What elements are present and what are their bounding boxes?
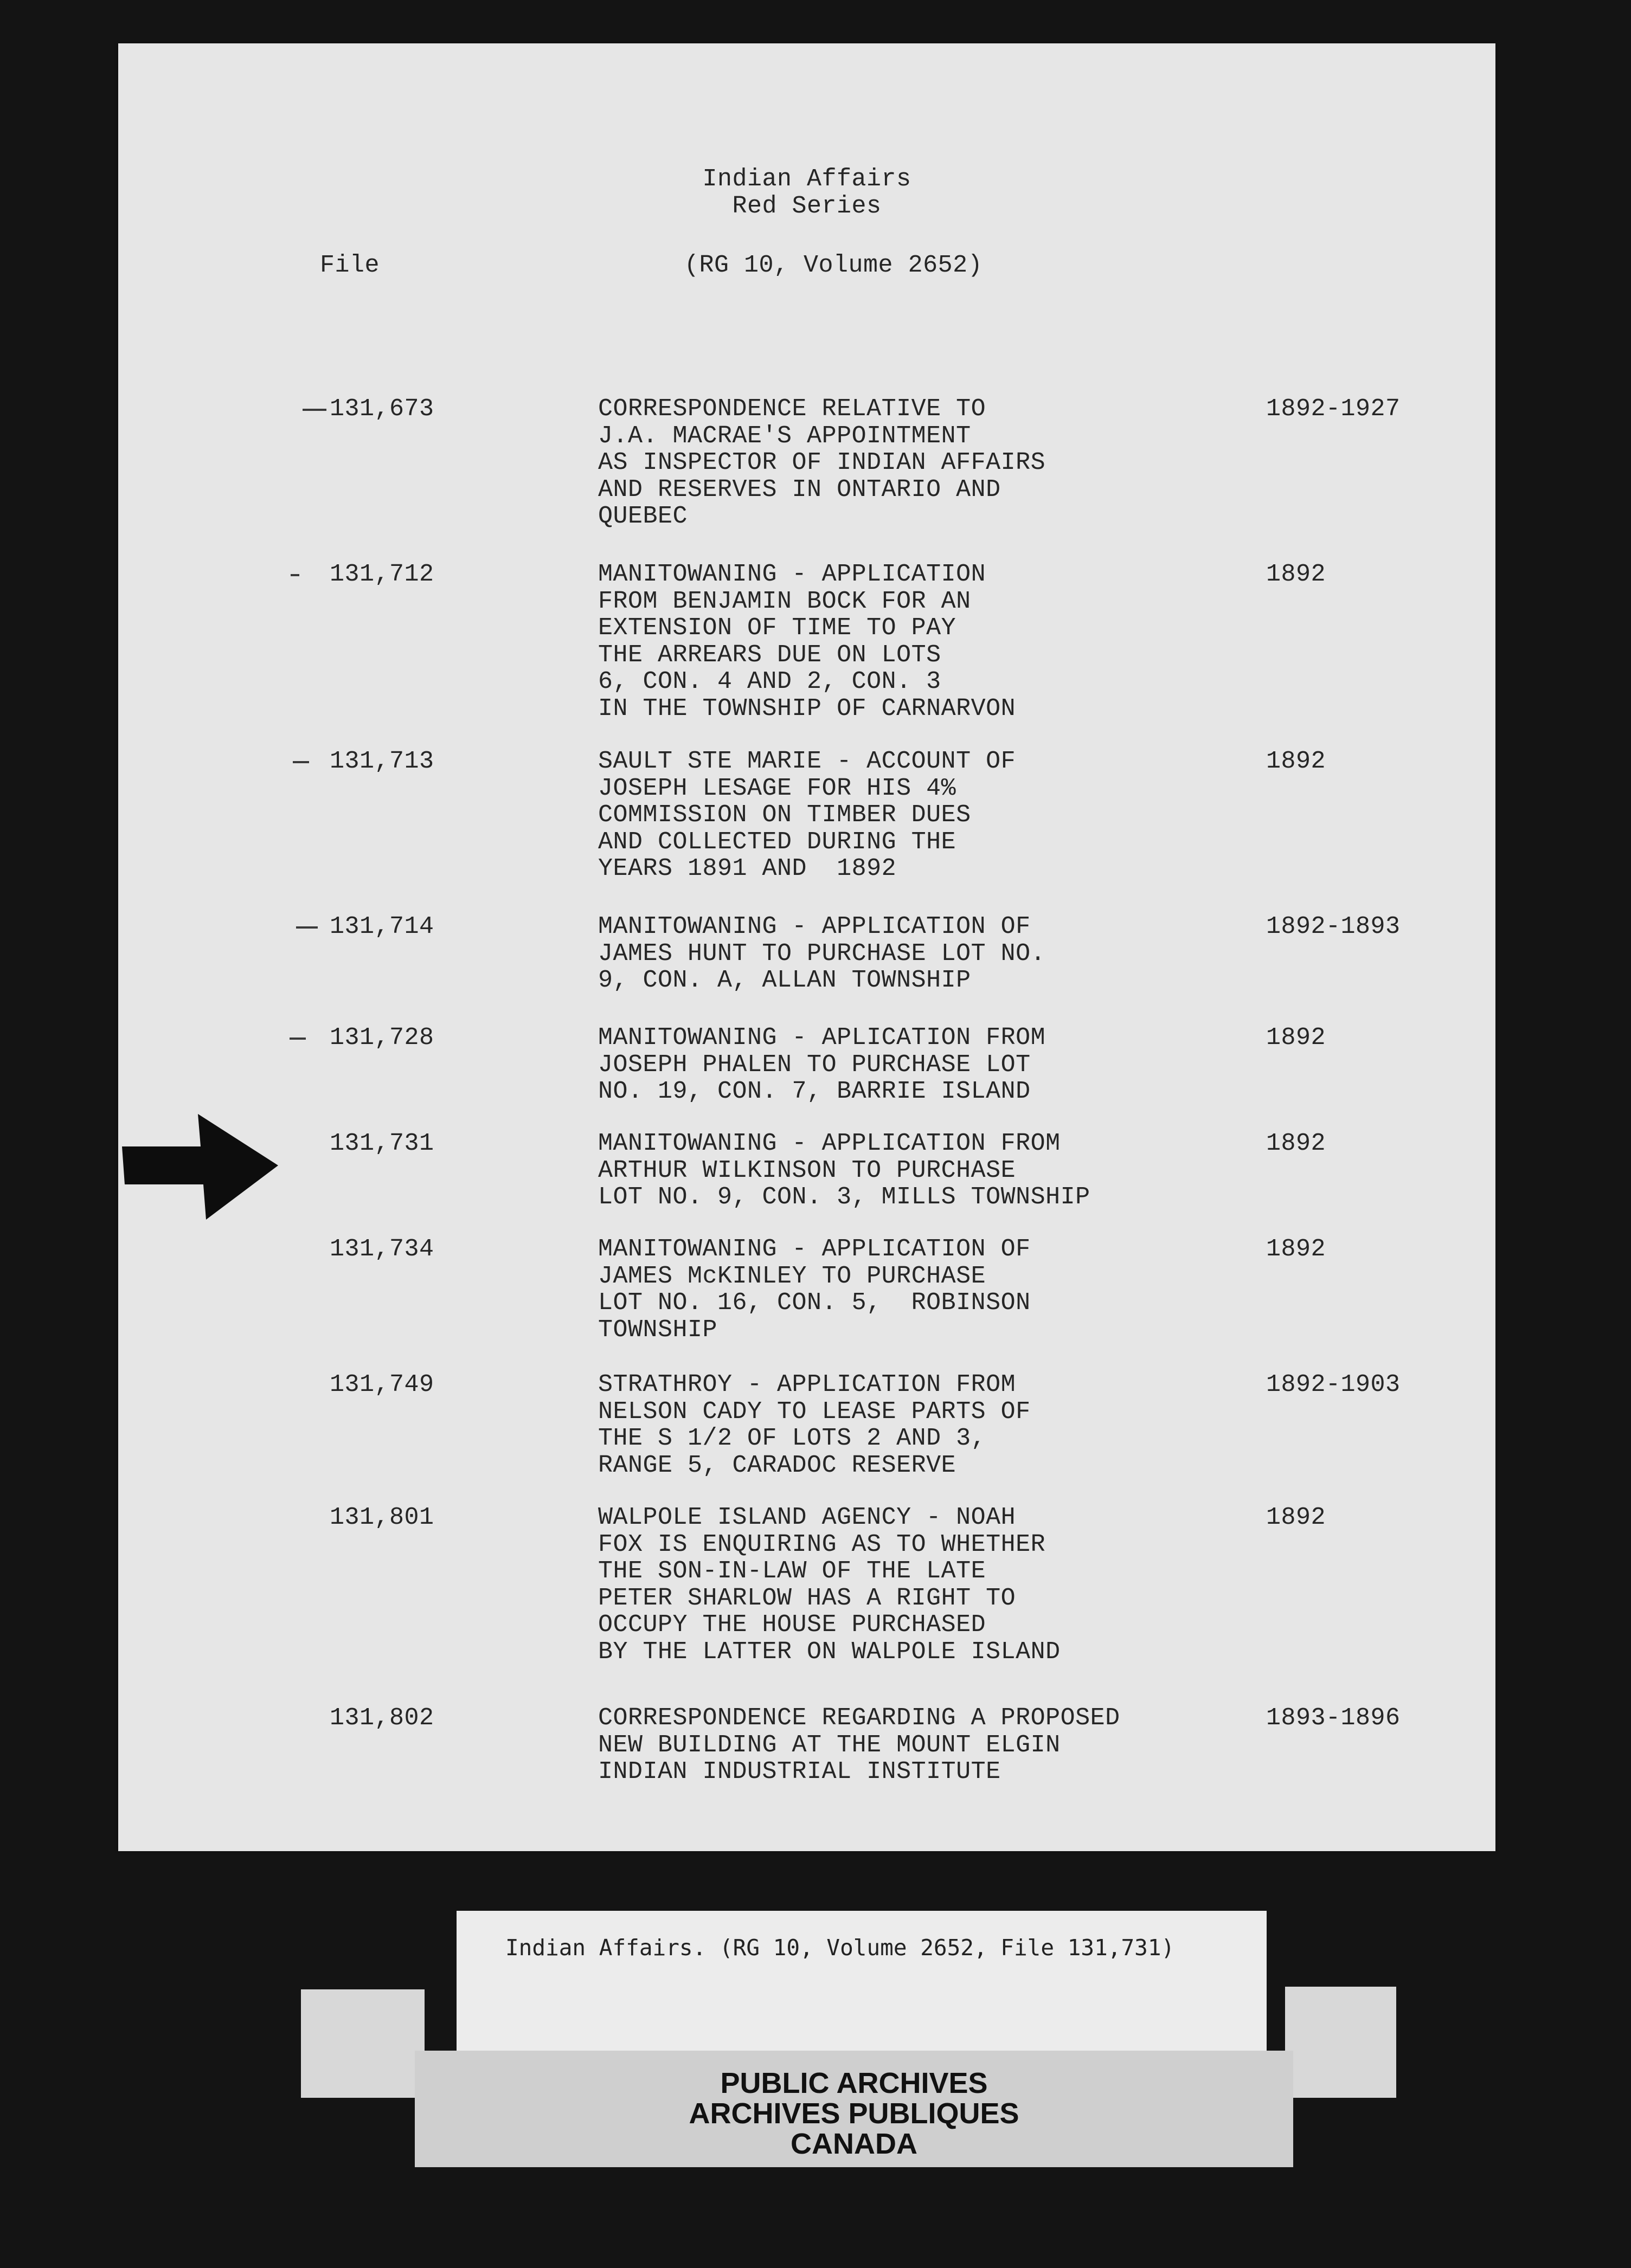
entry-dates: 1892-1927 xyxy=(1266,395,1401,423)
file-label-card xyxy=(457,1911,1267,2052)
entry-description-line: SAULT STE MARIE - ACCOUNT OF xyxy=(598,748,1016,775)
entry-file-number: 131,673 xyxy=(330,395,434,423)
entry-description-line: QUEBEC xyxy=(598,502,688,530)
entry-description-line: STRATHROY - APPLICATION FROM xyxy=(598,1371,1016,1399)
entry-dates: 1893-1896 xyxy=(1266,1704,1401,1732)
entry-dates: 1892 xyxy=(1266,1504,1326,1531)
entry-dates: 1892-1893 xyxy=(1266,913,1401,940)
document-page xyxy=(118,43,1495,1851)
entry-description-line: IN THE TOWNSHIP OF CARNARVON xyxy=(598,694,1016,723)
arrow-pointer-icon xyxy=(122,1114,279,1222)
entry-description-line: AND COLLECTED DURING THE xyxy=(598,828,956,856)
entry-description-line: FROM BENJAMIN BOCK FOR AN xyxy=(598,587,971,615)
entry-dates: 1892 xyxy=(1266,1130,1326,1157)
entry-description-line: AS INSPECTOR OF INDIAN AFFAIRS xyxy=(598,449,1046,476)
entry-description-line: JOSEPH LESAGE FOR HIS 4% xyxy=(598,774,956,802)
entry-description xyxy=(598,1705,1120,1786)
margin-tick-mark xyxy=(290,1038,306,1040)
margin-tick-mark xyxy=(303,409,326,411)
entry-description-line: COMMISSION ON TIMBER DUES xyxy=(598,801,971,829)
entry-description xyxy=(598,913,1045,994)
entry-file-number: 131,713 xyxy=(330,748,434,775)
entry-file-number: 131,802 xyxy=(330,1704,434,1732)
entry-description-line: LOT NO. 16, CON. 5, ROBINSON xyxy=(598,1289,1031,1317)
entry-description-line: NO. 19, CON. 7, BARRIE ISLAND xyxy=(598,1078,1031,1105)
file-column-label: File xyxy=(320,252,380,279)
archive-stamp-line3: CANADA xyxy=(791,2128,917,2160)
archive-stamp xyxy=(415,2051,1293,2167)
entry-file-number: 131,801 xyxy=(330,1504,434,1531)
entry-description-line: LOT NO. 9, CON. 3, MILLS TOWNSHIP xyxy=(598,1183,1090,1211)
entry-description xyxy=(598,1130,1090,1211)
entry-description-line: MANITOWANING - APPLICATION OF xyxy=(598,913,1031,940)
entry-description xyxy=(598,1236,1031,1343)
margin-tick-mark xyxy=(291,574,299,576)
entry-description-line: CORRESPONDENCE REGARDING A PROPOSED xyxy=(598,1704,1120,1732)
entry-description-line: OCCUPY THE HOUSE PURCHASED xyxy=(598,1611,986,1639)
stamp-tab-left xyxy=(301,1989,425,2098)
entry-dates: 1892 xyxy=(1266,748,1326,775)
entry-description-line: ARTHUR WILKINSON TO PURCHASE xyxy=(598,1156,1016,1184)
document-subtitle: Red Series xyxy=(732,192,882,220)
entry-description-line: THE SON-IN-LAW OF THE LATE xyxy=(598,1557,986,1585)
entry-file-number: 131,714 xyxy=(330,913,434,940)
entry-description-line: MANITOWANING - APPLICATION OF xyxy=(598,1235,1031,1263)
stamp-tab-right xyxy=(1285,1987,1396,2098)
entry-description-line: JAMES HUNT TO PURCHASE LOT NO. xyxy=(598,939,1046,968)
entry-description-line: THE S 1/2 OF LOTS 2 AND 3, xyxy=(598,1425,986,1452)
margin-tick-mark xyxy=(293,761,309,763)
entry-dates: 1892 xyxy=(1266,1235,1326,1263)
entry-file-number: 131,728 xyxy=(330,1024,434,1052)
entry-description-line: AND RESERVES IN ONTARIO AND xyxy=(598,475,1001,504)
entry-description-line: 6, CON. 4 AND 2, CON. 3 xyxy=(598,668,941,695)
entry-dates: 1892 xyxy=(1266,560,1326,588)
archive-stamp-line2: ARCHIVES PUBLIQUES xyxy=(689,2097,1019,2130)
entry-description-line: NEW BUILDING AT THE MOUNT ELGIN xyxy=(598,1731,1061,1759)
entry-description xyxy=(598,1371,1031,1479)
entry-description-line: INDIAN INDUSTRIAL INSTITUTE xyxy=(598,1758,1001,1786)
entry-description-line: EXTENSION OF TIME TO PAY xyxy=(598,614,956,642)
entry-description-line: MANITOWANING - APPLICATION FROM xyxy=(598,1130,1061,1157)
entry-description-line: PETER SHARLOW HAS A RIGHT TO xyxy=(598,1584,1016,1612)
entry-description-line: 9, CON. A, ALLAN TOWNSHIP xyxy=(598,967,971,994)
entry-description-line: CORRESPONDENCE RELATIVE TO xyxy=(598,395,986,423)
volume-reference: (RG 10, Volume 2652) xyxy=(684,252,983,279)
archive-stamp-line1: PUBLIC ARCHIVES xyxy=(720,2067,988,2099)
entry-file-number: 131,749 xyxy=(330,1371,434,1399)
entry-description-line: NELSON CADY TO LEASE PARTS OF xyxy=(598,1397,1031,1426)
entry-description xyxy=(598,748,1016,882)
entry-description-line: FOX IS ENQUIRING AS TO WHETHER xyxy=(598,1530,1046,1558)
entry-file-number: 131,712 xyxy=(330,560,434,588)
entry-description-line: JOSEPH PHALEN TO PURCHASE LOT xyxy=(598,1051,1031,1079)
entry-dates: 1892 xyxy=(1266,1024,1326,1052)
file-label-text: Indian Affairs. (RG 10, Volume 2652, File 131,731) xyxy=(505,1935,1175,1961)
entry-description-line: YEARS 1891 AND 1892 xyxy=(598,855,897,882)
entry-description xyxy=(598,396,1045,530)
entry-file-number: 131,731 xyxy=(330,1130,434,1157)
entry-description-line: JAMES McKINLEY TO PURCHASE xyxy=(598,1262,986,1290)
entry-description xyxy=(598,1025,1045,1105)
entry-dates: 1892-1903 xyxy=(1266,1371,1401,1399)
entry-file-number: 131,734 xyxy=(330,1235,434,1263)
entry-description-line: TOWNSHIP xyxy=(598,1316,718,1344)
margin-tick-mark xyxy=(296,926,318,929)
entry-description xyxy=(598,561,1016,722)
entry-description-line: RANGE 5, CARADOC RESERVE xyxy=(598,1451,956,1479)
entry-description-line: WALPOLE ISLAND AGENCY - NOAH xyxy=(598,1504,1016,1531)
entry-description-line: THE ARREARS DUE ON LOTS xyxy=(598,641,941,669)
entry-description-line: J.A. MACRAE'S APPOINTMENT xyxy=(598,422,971,450)
entry-description-line: MANITOWANING - APLICATION FROM xyxy=(598,1024,1046,1052)
entry-description-line: BY THE LATTER ON WALPOLE ISLAND xyxy=(598,1638,1061,1666)
entry-description-line: MANITOWANING - APPLICATION xyxy=(598,560,986,588)
document-title: Indian Affairs xyxy=(702,165,911,193)
entry-description xyxy=(598,1504,1061,1665)
